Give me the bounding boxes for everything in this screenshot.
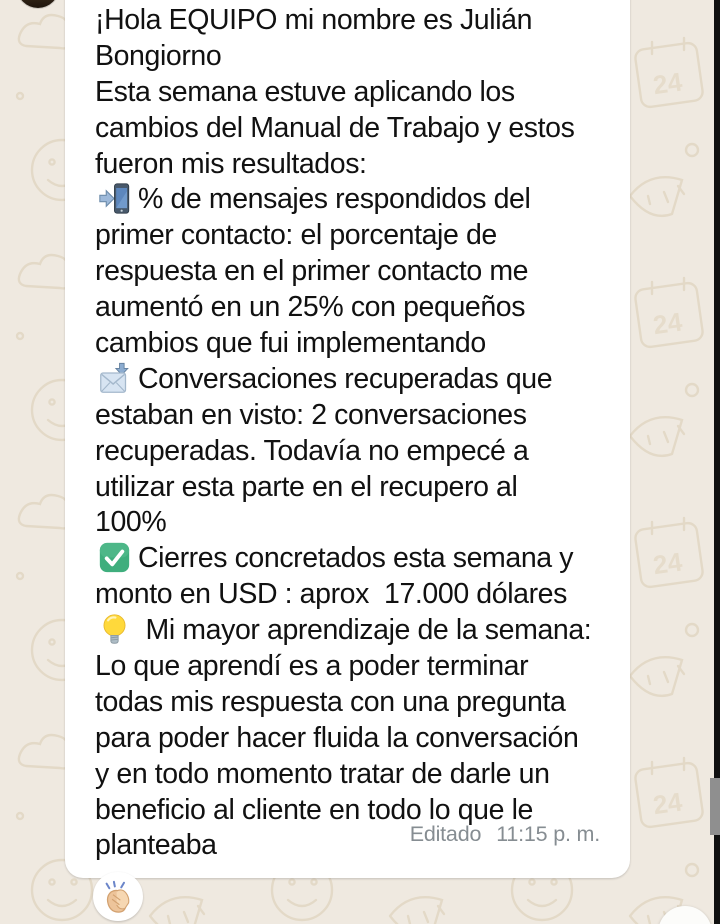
message-line: primer contacto: el porcentaje de: [95, 219, 497, 252]
message-line: monto en USD : aprox 17.000 dólares: [95, 578, 567, 611]
message-line: Conversaciones recuperadas que: [95, 362, 602, 398]
message-line: utilizar esta parte en el recupero al: [95, 470, 518, 503]
message-line: cambios del Manual de Trabajo y estos: [95, 111, 575, 144]
timestamp: 11:15 p. m.: [496, 822, 600, 846]
message-meta: [375, 797, 600, 872]
message-line: Cierres concretados esta semana y: [95, 541, 602, 577]
message-line: fueron mis resultados:: [95, 147, 367, 180]
message-bubble[interactable]: [65, 0, 630, 878]
message-line: planteaba: [95, 829, 217, 862]
envelope-arrow-icon: [98, 362, 131, 395]
message-line: todas mis respuesta con una pregunta: [95, 685, 566, 718]
message-line: Mi mayor aprendizaje de la semana:: [95, 613, 602, 649]
light-bulb-icon: [98, 613, 131, 646]
check-mark-icon: [98, 541, 131, 574]
reaction-bubble[interactable]: [93, 872, 143, 921]
message-line: Bongiorno: [95, 39, 222, 72]
message-line: y en todo momento tratar de darle un: [95, 757, 550, 790]
message-line: Esta semana estuve aplicando los: [95, 75, 515, 108]
clapping-hands-icon: [102, 880, 135, 913]
message-line: cambios que fui implementando: [95, 327, 486, 360]
message-line: 100%: [95, 506, 167, 539]
message-text: [65, 0, 630, 864]
message-line: para poder hacer fluida la conversación: [95, 721, 579, 754]
message-line: ¡Hola EQUIPO mi nombre es Julián: [95, 4, 533, 36]
message-line: estaban en visto: 2 conversaciones: [95, 398, 527, 431]
message-line: respuesta en el primer contacto me: [95, 255, 529, 288]
edited-label: Editado: [409, 822, 482, 846]
message-line: aumentó en un 25% con pequeños: [95, 291, 526, 324]
message-line: beneficio al cliente en todo lo que le: [95, 793, 533, 826]
message-line: Lo que aprendí es a poder terminar: [95, 650, 529, 683]
mobile-phone-arrow-icon: [98, 182, 131, 215]
message-line: recuperadas. Todavía no empecé a: [95, 434, 529, 467]
message-line: % de mensajes respondidos del: [95, 182, 602, 218]
scrollbar-thumb[interactable]: [710, 778, 720, 835]
